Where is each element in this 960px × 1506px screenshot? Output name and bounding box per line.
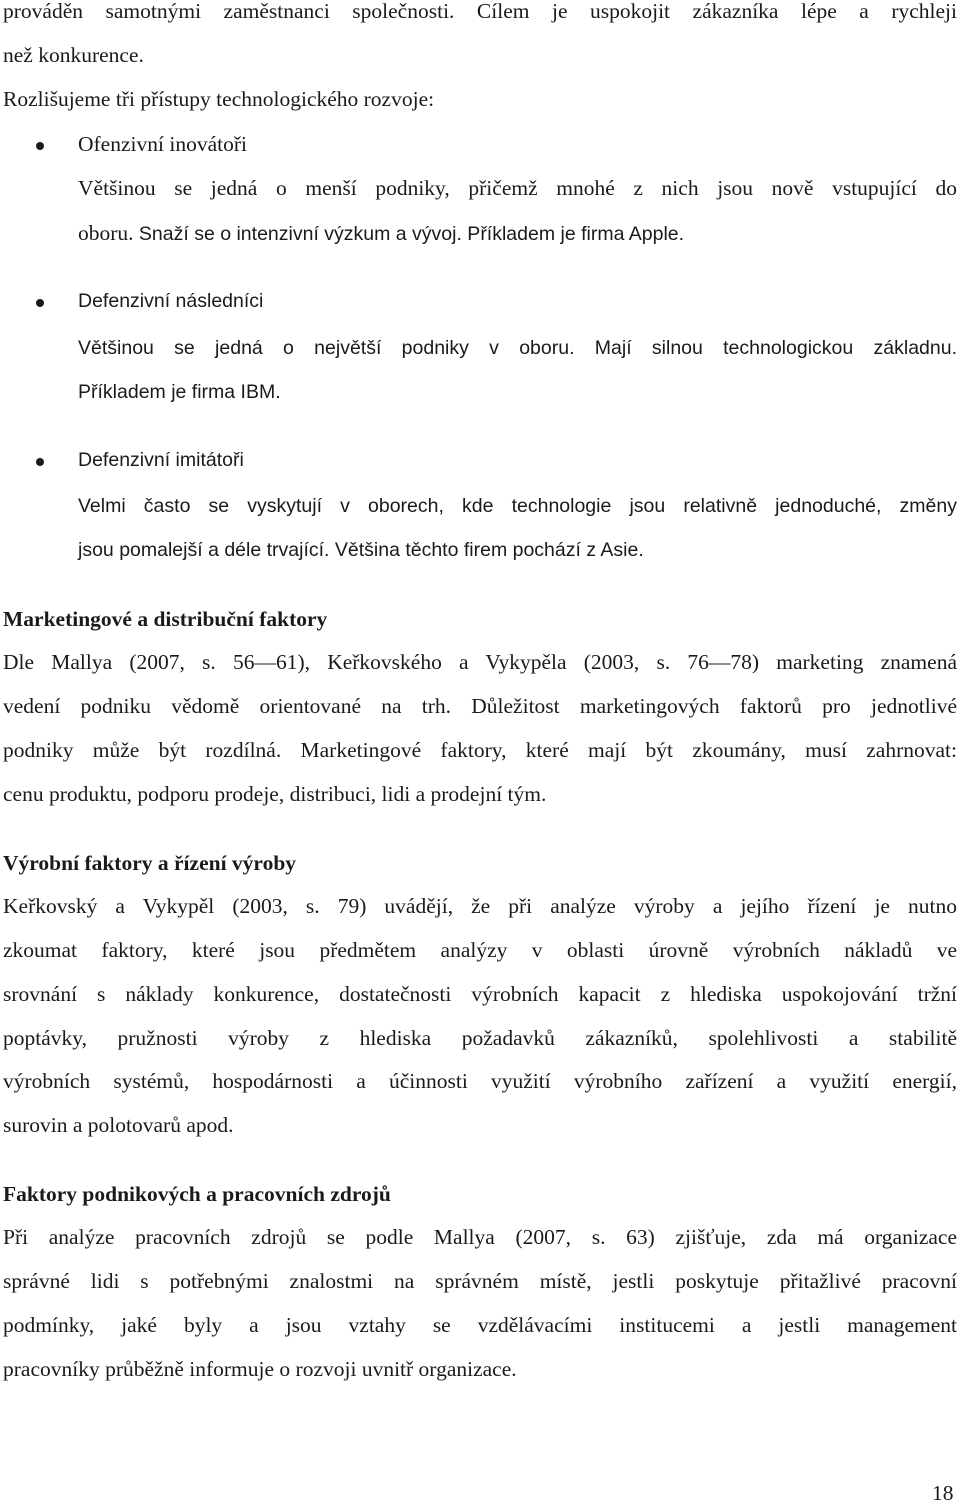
section-heading: Výrobní faktory a řízení výroby (3, 851, 297, 875)
bullet-icon (36, 458, 44, 466)
bullet-icon (36, 142, 44, 150)
paragraph-line: správné lidi s potřebnými znalostmi na správném místě, jestli poskytuje přitažlivé pracovní (3, 1269, 957, 1293)
approach-description (78, 219, 957, 248)
intro-text: Rozlišujeme tři přístupy technologického rozvoje: (3, 87, 435, 111)
approach-title: Defenzivní následníci (78, 290, 264, 312)
approach-title: Defenzivní imitátoři (78, 449, 244, 471)
paragraph-line: vedení podniku vědomě orientované na trh. Důležitost marketingových faktorů pro jednotlivé (3, 694, 957, 718)
bullet-icon (36, 299, 44, 307)
paragraph-line: podmínky, jaké byly a jsou vztahy se vzdělávacími institucemi a jestli management (3, 1313, 957, 1337)
approach-description: Většinou se jedná o největší podniky v oboru. Mají silnou technologickou základnu. (78, 337, 957, 359)
paragraph-line: srovnání s náklady konkurence, dostatečnosti výrobních kapacit z hlediska uspokojování tržní (3, 982, 957, 1006)
text-run: Snaží se o intenzivní výzkum a vývoj. Příkladem je firma Apple. (138, 223, 685, 245)
approach-description: Většinou se jedná o menší podniky, přičemž mnohé z nich jsou nově vstupující do (78, 176, 957, 200)
paragraph-line: výrobních systémů, hospodárnosti a účinnosti využití výrobního zařízení a využití energií, (3, 1069, 957, 1093)
paragraph-line: podniky může být rozdílná. Marketingové faktory, které mají být zkoumány, musí zahrnovat: (3, 738, 957, 762)
text-run: oboru. (78, 221, 134, 245)
approach-description: jsou pomalejší a déle trvající. Většina těchto firem pochází z Asie. (78, 539, 644, 561)
paragraph-line: pracovníky průběžně informuje o rozvoji uvnitř organizace. (3, 1357, 517, 1381)
paragraph-line: zkoumat faktory, které jsou předmětem analýzy v oblasti úrovně výrobních nákladů ve (3, 938, 957, 962)
approach-title: Ofenzivní inovátoři (78, 132, 247, 156)
paragraph-line: prováděn samotnými zaměstnanci společnosti. Cílem je uspokojit zákazníka lépe a rychleji (3, 0, 957, 23)
paragraph-line: Dle Mallya (2007, s. 56—61), Keřkovského a Vykypěla (2003, s. 76—78) marketing znamená (3, 650, 957, 674)
paragraph-line: než konkurence. (3, 43, 144, 67)
page-number: 18 (932, 1481, 954, 1505)
paragraph-line: Při analýze pracovních zdrojů se podle Mallya (2007, s. 63) zjišťuje, zda má organizace (3, 1225, 957, 1249)
paragraph-line: Keřkovský a Vykypěl (2003, s. 79) uvádějí, že při analýze výroby a jejího řízení je nutno (3, 894, 957, 918)
approach-description: Příkladem je firma IBM. (78, 381, 281, 403)
paragraph-line: cenu produktu, podporu prodeje, distribuci, lidi a prodejní tým. (3, 782, 547, 806)
section-heading: Faktory podnikových a pracovních zdrojů (3, 1182, 391, 1206)
approach-description: Velmi často se vyskytují v oborech, kde technologie jsou relativně jednoduché, změny (78, 495, 957, 517)
paragraph-line: surovin a polotovarů apod. (3, 1113, 234, 1137)
section-heading: Marketingové a distribuční faktory (3, 607, 328, 631)
paragraph-line: poptávky, pružnosti výroby z hlediska požadavků zákazníků, spolehlivosti a stabilitě (3, 1026, 957, 1050)
